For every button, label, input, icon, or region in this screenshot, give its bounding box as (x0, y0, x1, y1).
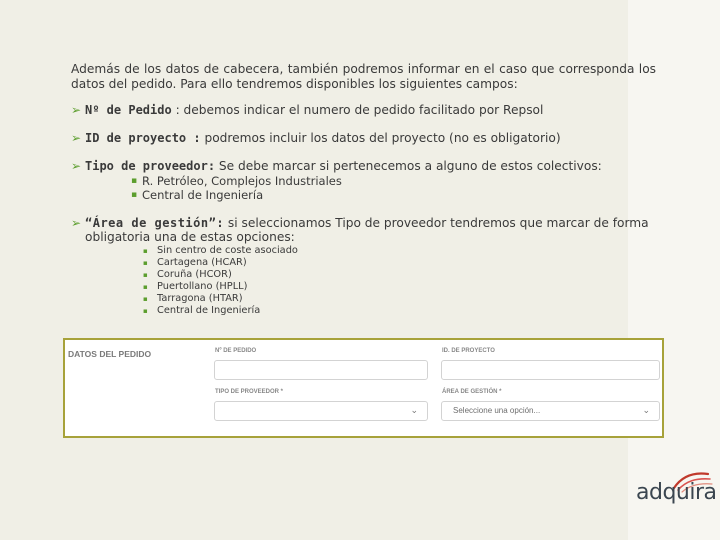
list-item: ▪ Puertollano (HPLL) (143, 281, 248, 292)
project-id-input[interactable] (441, 360, 660, 380)
item-supplier-type (71, 159, 656, 202)
arrow-right-icon: ➢ (71, 131, 82, 145)
square-bullet-icon: ▪ (143, 283, 148, 291)
project-id-label: ID. DE PROYECTO (442, 348, 495, 354)
list-item: ▪ Central de Ingeniería (143, 305, 261, 316)
supplier-type-label: TIPO DE PROVEEDOR * (215, 389, 284, 395)
arrow-right-icon: ➢ (71, 216, 82, 230)
logo-text: adquira (636, 480, 717, 505)
arrow-right-icon: ➢ (71, 159, 82, 173)
management-area-options (85, 245, 656, 317)
supplier-type-select[interactable] (214, 401, 428, 421)
list-item: ▪ Cartagena (HCAR) (143, 257, 247, 268)
item-management-area (71, 216, 656, 317)
item-text-continued: obligatoria una de estas opciones: (85, 230, 295, 244)
square-bullet-icon: ▪ (143, 259, 148, 267)
item-text: Se debe marcar si pertenecemos a alguno de estos colectivos: (215, 159, 602, 173)
item-text: podremos incluir los datos del proyecto (no es obligatorio) (200, 131, 561, 145)
order-number-input[interactable] (214, 360, 428, 380)
chevron-down-icon: ⌄ (642, 406, 650, 416)
list-item: ▪ Coruña (HCOR) (143, 269, 232, 280)
slide-content (71, 62, 656, 317)
item-key: “Área de gestión”: (85, 216, 225, 230)
list-item: ▪ Tarragona (HTAR) (143, 293, 243, 304)
management-area-placeholder: Seleccione una opción... (453, 406, 541, 415)
square-bullet-icon: ▪ (143, 247, 148, 255)
item-text: : debemos indicar el numero de pedido facilitado por Repsol (171, 103, 544, 117)
item-key: ID de proyecto : (85, 131, 201, 145)
item-order-number (71, 103, 656, 117)
chevron-down-icon: ⌄ (410, 406, 418, 416)
item-key: Tipo de proveedor: (85, 159, 216, 173)
square-bullet-icon: ▪ (143, 307, 148, 315)
item-project-id (71, 131, 656, 145)
intro-paragraph: Además de los datos de cabecera, también podremos informar en el caso que corresponda los datos del pedido. Para ello tendremos disponibles los siguientes campos: (71, 62, 656, 91)
square-bullet-icon: ▪ (131, 176, 138, 186)
item-key: Nº de Pedido (85, 103, 172, 117)
item-text: si seleccionamos Tipo de proveedor tendremos que marcar de forma (224, 216, 649, 230)
form-section-title: DATOS DEL PEDIDO (68, 349, 152, 359)
list-item: ▪ R. Petróleo, Complejos Industriales (131, 174, 342, 188)
square-bullet-icon: ▪ (143, 271, 148, 279)
square-bullet-icon: ▪ (143, 295, 148, 303)
arrow-right-icon: ➢ (71, 103, 82, 117)
list-item: ▪ Central de Ingeniería (131, 188, 264, 202)
adquira-logo (630, 466, 720, 516)
square-bullet-icon: ▪ (131, 190, 138, 200)
order-number-label: Nº DE PEDIDO (215, 348, 257, 354)
management-area-select[interactable] (441, 401, 660, 421)
list-item: ▪ Sin centro de coste asociado (143, 245, 298, 256)
management-area-label: ÁREA DE GESTIÓN * (442, 389, 502, 395)
order-data-form (63, 338, 664, 438)
supplier-type-options (85, 174, 656, 202)
